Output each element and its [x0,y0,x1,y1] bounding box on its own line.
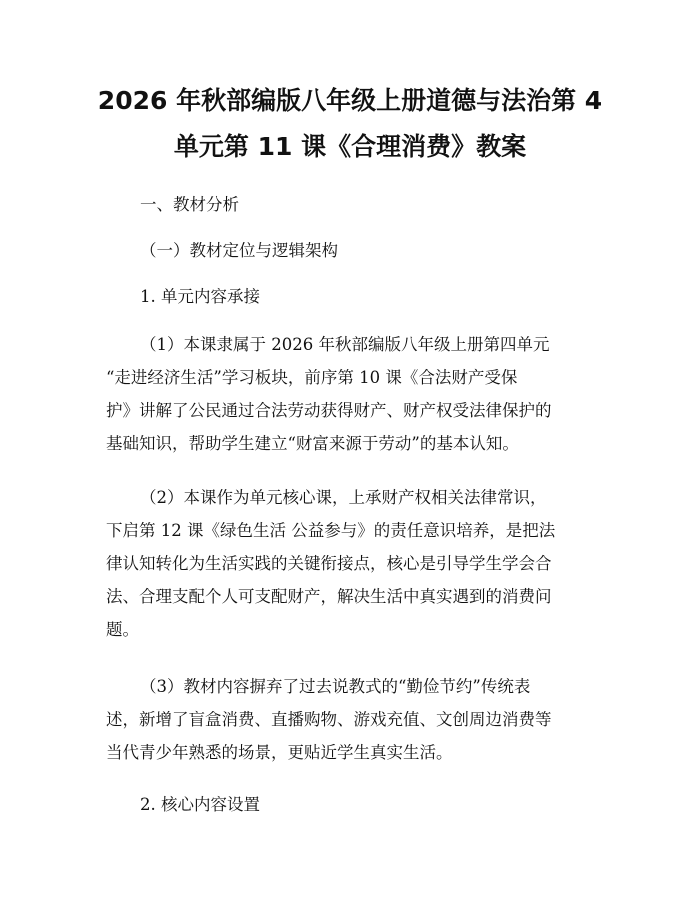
paragraph-1-line: （1）本课隶属于 2026 年秋部编版八年级上册第四单元 [140,335,550,354]
paragraph-1 [106,334,552,466]
section-heading: 一、教材分析 [140,195,239,214]
subsection-heading: （一）教材定位与逻辑架构 [140,241,338,260]
paragraph-3 [106,676,552,775]
paragraph-3-line: 当代青少年熟悉的场景，更贴近学生真实生活。 [106,743,453,762]
document-title-line-2: 单元第 11 课《合理消费》教案 [173,132,527,161]
paragraph-1-line: 护》讲解了公民通过合法劳动获得财产、财产权受法律保护的 [106,401,552,420]
paragraph-2-line: 下启第 12 课《绿色生活 公益参与》的责任意识培养，是把法 [106,521,556,540]
item-heading-1: 1. 单元内容承接 [140,287,260,306]
document-title-line-1: 2026 年秋部编版八年级上册道德与法治第 4 [97,86,603,115]
paragraph-1-line: 基础知识，帮助学生建立“财富来源于劳动”的基本认知。 [106,434,519,453]
paragraph-2-line: 题。 [106,620,139,639]
paragraph-2 [106,487,555,652]
item-heading-2: 2. 核心内容设置 [140,795,260,814]
paragraph-2-line: 法、合理支配个人可支配财产，解决生活中真实遇到的消费问 [106,587,552,606]
paragraph-3-line: （3）教材内容摒弃了过去说教式的“勤俭节约”传统表 [140,677,531,696]
paragraph-2-line: （2）本课作为单元核心课，上承财产权相关法律常识， [140,488,547,507]
paragraph-2-line: 律认知转化为生活实践的关键衔接点，核心是引导学生学会合 [106,554,552,573]
paragraph-3-line: 述，新增了盲盒消费、直播购物、游戏充值、文创周边消费等 [106,710,552,729]
paragraph-1-line: “走进经济生活”学习板块，前序第 10 课《合法财产受保 [106,368,518,387]
